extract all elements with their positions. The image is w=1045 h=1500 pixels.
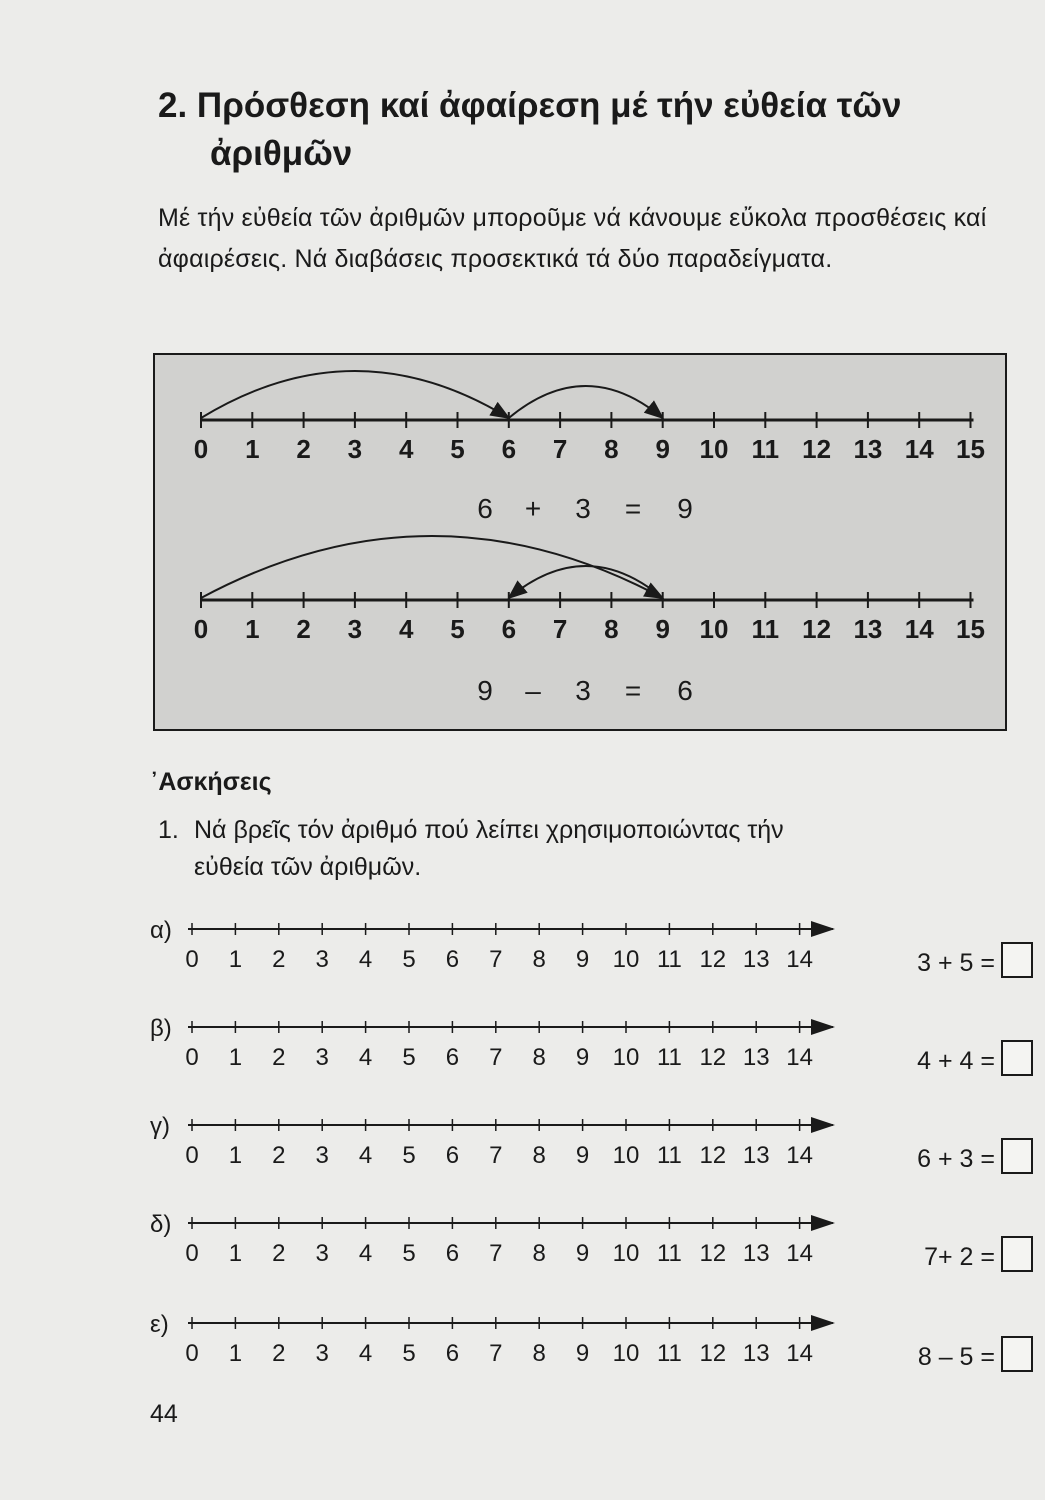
number-line-label: 10: [699, 614, 729, 644]
equation-token: +: [524, 493, 542, 524]
number-line-label: 0: [193, 434, 209, 464]
exercise-tick-label: 7: [489, 1142, 503, 1169]
number-line-label: 13: [853, 434, 883, 464]
exercise-tick-label: 5: [402, 946, 416, 973]
number-line-label: 7: [552, 434, 568, 464]
exercise-tick-label: 9: [575, 1240, 590, 1267]
answer-box[interactable]: [1002, 1139, 1032, 1173]
exercise-tick-label: 9: [575, 946, 590, 973]
page-number: 44: [150, 1400, 178, 1428]
exercise-tick-label: 13: [742, 1044, 770, 1071]
equation-token: 3: [575, 675, 591, 706]
number-line-label: 5: [450, 614, 465, 644]
exercise-tick-label: 8: [532, 1044, 546, 1071]
exercise-tick-label: 11: [656, 1044, 682, 1071]
exercise-letter: α): [150, 917, 172, 944]
exercise-equation: 3 + 5 =: [917, 949, 995, 977]
equation-token: 9: [677, 493, 693, 524]
exercise-tick-label: 10: [612, 1340, 640, 1367]
task-text-line-1: Νά βρεῖς τόν ἀριθμό πού λείπει χρησιμοποιώντας τήν: [194, 816, 784, 844]
exercise-tick-label: 7: [489, 1044, 503, 1071]
task-1: [158, 812, 1018, 886]
jump-arrow: [509, 566, 663, 598]
exercise-letter: γ): [150, 1113, 170, 1140]
number-line-label: 2: [296, 434, 311, 464]
exercise-equation: 6 + 3 =: [917, 1145, 995, 1173]
number-line-label: 6: [501, 434, 517, 464]
exercise-tick-label: 3: [315, 1044, 329, 1071]
exercise-tick-label: 12: [699, 1142, 727, 1169]
exercise-tick-label: 10: [612, 946, 640, 973]
number-line-label: 8: [604, 434, 619, 464]
exercise-tick-label: 3: [315, 1142, 329, 1169]
number-line-label: 3: [347, 614, 363, 644]
number-line-label: 12: [802, 434, 832, 464]
exercise-tick-label: 9: [575, 1340, 590, 1367]
exercise-tick-label: 5: [402, 1044, 416, 1071]
exercise-tick-label: 0: [185, 1044, 199, 1071]
exercise-tick-label: 7: [489, 1240, 503, 1267]
exercise-tick-label: 13: [742, 946, 770, 973]
exercise-tick-label: 5: [402, 1240, 416, 1267]
exercise-equation: 4 + 4 =: [917, 1047, 995, 1075]
title-line-2: ἀριθμῶν: [210, 134, 353, 173]
exercise-tick-label: 2: [272, 1240, 286, 1267]
exercise-tick-label: 5: [402, 1142, 416, 1169]
exercise-tick-label: 1: [228, 1340, 243, 1367]
exercise-tick-label: 3: [315, 1240, 329, 1267]
exercise-tick-label: 2: [272, 1340, 286, 1367]
exercise-tick-label: 1: [228, 1044, 243, 1071]
page-title: [158, 82, 1018, 178]
exercise-tick-label: 12: [699, 1240, 727, 1267]
exercise-tick-label: 2: [272, 1142, 286, 1169]
exercise-tick-label: 8: [532, 1340, 546, 1367]
answer-box[interactable]: [1002, 1337, 1032, 1371]
exercise-tick-label: 6: [445, 946, 460, 973]
number-line-label: 13: [853, 614, 883, 644]
exercise-tick-label: 13: [742, 1240, 770, 1267]
exercise-tick-label: 14: [786, 1240, 813, 1267]
exercise-tick-label: 2: [272, 946, 286, 973]
exercise-tick-label: 7: [489, 946, 503, 973]
answer-box[interactable]: [1002, 943, 1032, 977]
exercise-tick-label: 10: [612, 1240, 640, 1267]
equation-token: 6: [677, 675, 693, 706]
number-line-label: 2: [296, 614, 311, 644]
exercise-tick-label: 6: [445, 1142, 460, 1169]
number-line-label: 11: [751, 434, 780, 464]
number-line-label: 3: [347, 434, 363, 464]
number-line-label: 1: [245, 434, 260, 464]
exercise-tick-label: 13: [742, 1142, 770, 1169]
exercise-tick-label: 14: [786, 1142, 813, 1169]
jump-arrow: [509, 386, 663, 418]
intro-paragraph: Μέ τήν εὐθεία τῶν ἀριθμῶν μπορoῦμε νά κάνουμε εὔκολα προσθέσεις καί ἀφαιρέσεις. Νά διαβάσεις προσεκτικά τά δύο παραδείγματα.: [158, 204, 987, 273]
number-line-label: 4: [398, 434, 414, 464]
exercise-tick-label: 8: [532, 1142, 546, 1169]
equation-token: =: [624, 675, 642, 706]
number-line-label: 1: [245, 614, 260, 644]
jump-arrow: [201, 371, 509, 418]
exercise-tick-label: 9: [575, 1142, 590, 1169]
number-line-label: 0: [193, 614, 209, 644]
exercise-tick-label: 14: [786, 1340, 813, 1367]
number-line-label: 15: [956, 434, 985, 464]
exercise-tick-label: 4: [358, 946, 373, 973]
exercise-equation: 7+ 2 =: [924, 1243, 995, 1271]
exercise-tick-label: 0: [185, 946, 199, 973]
exercise-tick-label: 8: [532, 1240, 546, 1267]
exercise-tick-label: 1: [228, 1142, 243, 1169]
exercise-tick-label: 10: [612, 1142, 640, 1169]
exercise-tick-label: 12: [699, 946, 727, 973]
number-line-label: 14: [904, 614, 934, 644]
exercise-tick-label: 14: [786, 1044, 813, 1071]
exercise-tick-label: 0: [185, 1142, 199, 1169]
exercise-tick-label: 0: [185, 1340, 199, 1367]
exercise-letter: δ): [150, 1211, 172, 1238]
number-line-label: 7: [552, 614, 568, 644]
number-line-label: 11: [751, 614, 780, 644]
number-line-examples: [155, 355, 1005, 729]
exercise-tick-label: 8: [532, 946, 546, 973]
exercises-heading: ᾿Ασκήσεις: [150, 768, 272, 796]
exercise-tick-label: 13: [742, 1340, 770, 1367]
number-line-label: 9: [655, 434, 670, 464]
exercise-tick-label: 14: [786, 946, 813, 973]
exercise-letter: β): [150, 1015, 172, 1042]
exercise-tick-label: 3: [315, 1340, 329, 1367]
exercise-tick-label: 10: [612, 1044, 640, 1071]
exercise-tick-label: 1: [228, 1240, 243, 1267]
answer-box[interactable]: [1002, 1237, 1032, 1271]
exercise-number-lines: [140, 905, 1040, 1385]
number-line-label: 12: [802, 614, 832, 644]
task-number: 1.: [158, 816, 179, 844]
exercise-tick-label: 6: [445, 1240, 460, 1267]
exercise-equation: 8 – 5 =: [917, 1343, 995, 1371]
title-line-1: 2. Πρόσθεση καί ἀφαίρεση μέ τήν εὐθεία τῶν: [158, 86, 902, 125]
exercise-letter: ε): [150, 1311, 169, 1338]
number-line-label: 5: [450, 434, 465, 464]
exercise-tick-label: 5: [402, 1340, 416, 1367]
number-line-label: 15: [956, 614, 985, 644]
answer-box[interactable]: [1002, 1041, 1032, 1075]
task-text-line-2: εὐθεία τῶν ἀριθμῶν.: [194, 853, 422, 881]
exercise-tick-label: 12: [699, 1044, 727, 1071]
exercise-tick-label: 11: [656, 946, 682, 973]
examples-box: [153, 353, 1007, 731]
equation-token: 3: [575, 493, 591, 524]
exercise-tick-label: 7: [489, 1340, 503, 1367]
exercise-tick-label: 4: [358, 1142, 373, 1169]
number-line-label: 10: [699, 434, 729, 464]
number-line-label: 8: [604, 614, 619, 644]
equation-token: –: [525, 675, 541, 706]
exercise-tick-label: 0: [185, 1240, 199, 1267]
exercise-tick-label: 2: [272, 1044, 286, 1071]
exercise-tick-label: 12: [699, 1340, 727, 1367]
number-line-label: 6: [501, 614, 517, 644]
exercise-tick-label: 1: [228, 946, 243, 973]
exercise-tick-label: 3: [315, 946, 329, 973]
exercise-tick-label: 11: [656, 1240, 682, 1267]
equation-token: =: [624, 493, 642, 524]
number-line-label: 4: [398, 614, 414, 644]
equation-token: 9: [477, 675, 493, 706]
exercise-tick-label: 9: [575, 1044, 590, 1071]
number-line-label: 9: [655, 614, 670, 644]
exercise-tick-label: 6: [445, 1340, 460, 1367]
exercise-tick-label: 11: [656, 1340, 682, 1367]
number-line-label: 14: [904, 434, 934, 464]
equation-token: 6: [477, 493, 493, 524]
exercise-tick-label: 4: [358, 1044, 373, 1071]
exercise-tick-label: 11: [656, 1142, 682, 1169]
exercise-tick-label: 6: [445, 1044, 460, 1071]
exercise-tick-label: 4: [358, 1240, 373, 1267]
exercise-tick-label: 4: [358, 1340, 373, 1367]
